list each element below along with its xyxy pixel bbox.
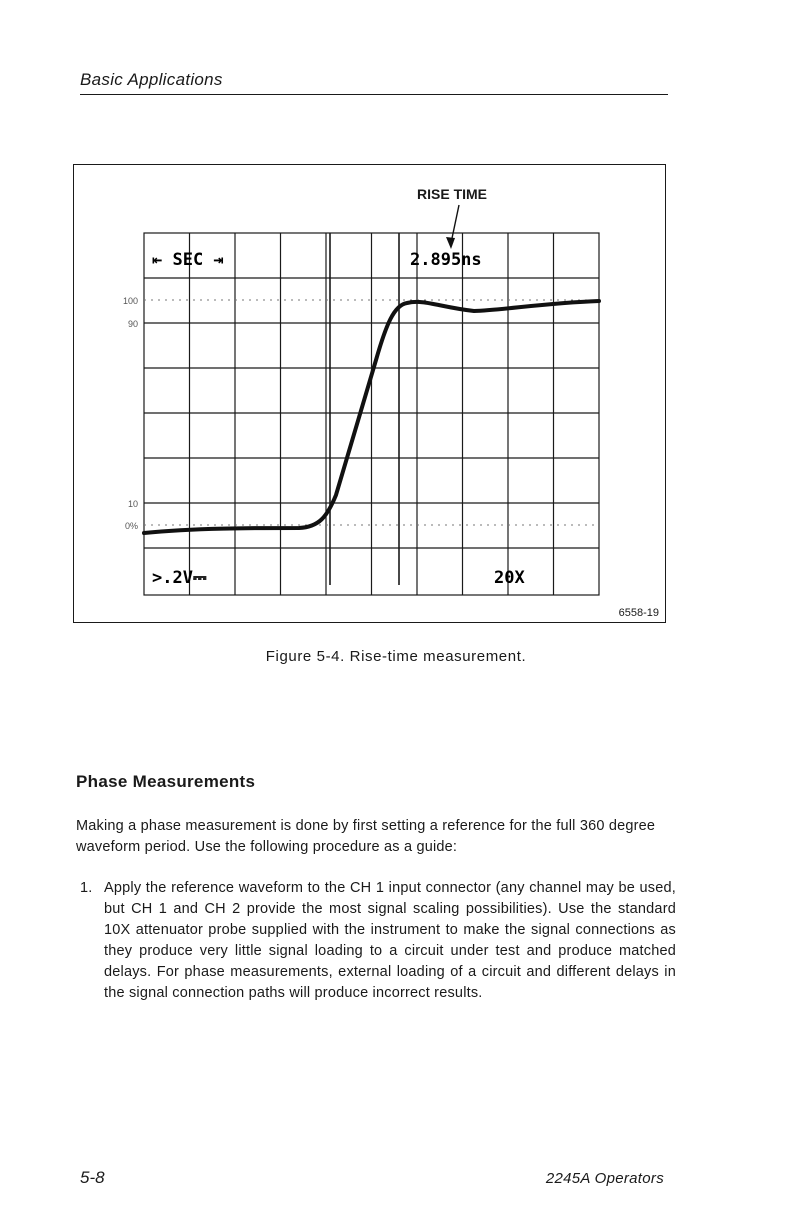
readout-probe: 20X: [494, 568, 525, 588]
step-text: Apply the reference waveform to the CH 1 input connector (any channel may be used, but CH 1 and CH 2 provide the most signal scaling possibilities). Use the standard 10X attenuator probe supplied with the instrument to make the signal connections as they produce very little signal loading to a circuit under test and produce matched delays. For phase measurements, external loading of a circuit and different delays in the signal connection paths will produce incorrect results.: [104, 880, 676, 1001]
label-90: 90: [127, 319, 138, 329]
intro-paragraph: Making a phase measurement is done by first setting a reference for the full 360 degree waveform period. Use the following procedure as a guide:: [76, 818, 656, 855]
label-100: 100: [122, 296, 138, 306]
readout-volts: >.2V⎓: [152, 568, 207, 588]
step-number: 1.: [80, 880, 93, 896]
list-item: [80, 878, 676, 1004]
page-number: 5-8: [80, 1168, 105, 1187]
section-title: Phase Measurements: [76, 772, 256, 791]
manual-name: 2245A Operators: [545, 1170, 664, 1187]
graticule: [144, 233, 599, 595]
running-header: Basic Applications: [80, 70, 668, 95]
rise-arrow: [451, 205, 459, 243]
rise-time-label: RISE TIME: [417, 186, 488, 202]
oscilloscope-screen: [74, 165, 667, 624]
label-0: 0%: [124, 521, 138, 531]
procedure-list: [80, 878, 676, 1004]
figure-caption: Figure 5-4. Rise-time measurement.: [265, 648, 527, 665]
figure-id: 6558-19: [618, 607, 659, 619]
label-10: 10: [127, 499, 138, 509]
readout-sec: ⇤ SEC ⇥: [152, 250, 224, 270]
readout-risetime: 2.895ns: [410, 250, 482, 270]
arrow-head: [446, 237, 455, 249]
figure-frame: [73, 164, 666, 623]
